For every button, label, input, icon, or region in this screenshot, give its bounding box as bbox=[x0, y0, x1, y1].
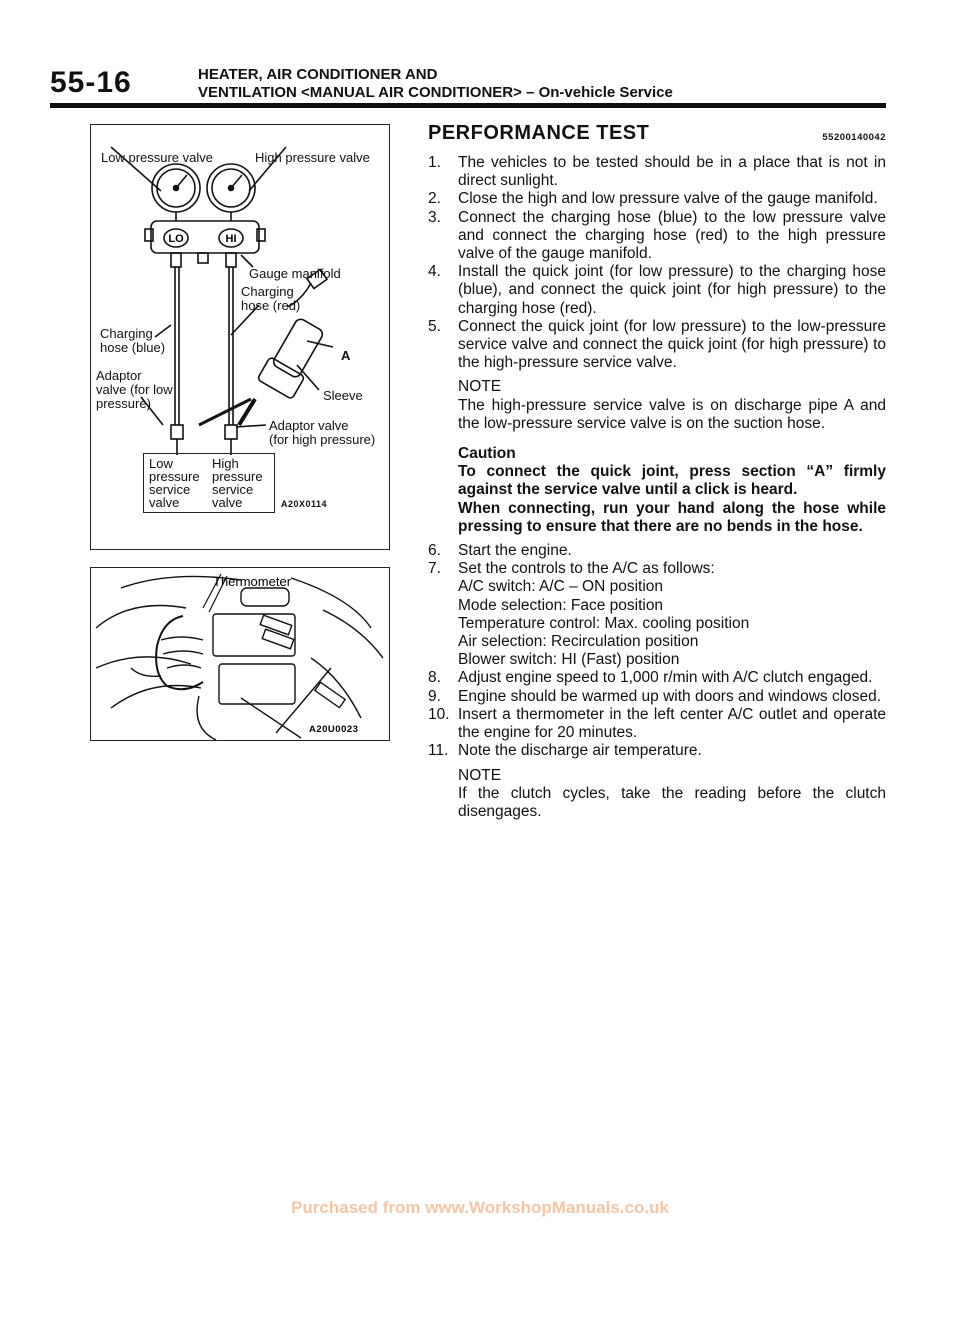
charging-hose-blue-label-1: Charging bbox=[100, 326, 153, 341]
header-title-line1: HEATER, AIR CONDITIONER AND bbox=[198, 66, 438, 83]
caution-text-2: When connecting, run your hand along the hose while pressing to ensure that there are no bends in the hose. bbox=[458, 499, 886, 535]
setting-line: Air selection: Recirculation position bbox=[458, 633, 699, 651]
list-item: 10. Insert a thermometer in the left center A/C outlet and operate the engine for 20 minutes. bbox=[428, 705, 886, 742]
list-item: 5. Connect the quick joint (for low pressure) to the low-pressure service valve and connect the quick joint (for high pressure) to the high-pressure service valve. bbox=[428, 317, 886, 372]
inset-low-2: pressure bbox=[149, 469, 200, 484]
charging-hose-red-label-2: hose (red) bbox=[241, 298, 301, 313]
list-item: 6. Start the engine. bbox=[428, 542, 572, 560]
service-valve-inset bbox=[143, 453, 275, 513]
inset-low-3: service bbox=[149, 482, 191, 497]
charging-hose-blue-label-2: hose (blue) bbox=[100, 340, 166, 355]
list-item: 4. Install the quick joint (for low pressure) to the charging hose (blue), and connect the quick joint (for high pressure) to the charging hose (red). bbox=[428, 263, 886, 317]
setting-line: A/C switch: A/C – ON position bbox=[458, 578, 664, 596]
list-item: 11. Note the discharge air temperature. bbox=[428, 742, 702, 760]
note-block-1 bbox=[428, 378, 886, 433]
adaptor-low-label-3: pressure) bbox=[96, 396, 151, 411]
note-text: If the clutch cycles, take the reading before the clutch disengages. bbox=[458, 784, 886, 820]
note-title: NOTE bbox=[458, 378, 502, 396]
page-number: 55-16 bbox=[50, 66, 132, 99]
inset-low-4: valve bbox=[149, 495, 180, 510]
dashboard-illustration bbox=[91, 568, 389, 740]
hi-badge-text: HI bbox=[225, 233, 237, 245]
low-pressure-valve-label: Low pressure valve bbox=[101, 150, 213, 165]
header-title-line2: VENTILATION <MANUAL AIR CONDITIONER> – On-vehicle Service bbox=[198, 84, 673, 101]
caution-text-1: To connect the quick joint, press section “A” firmly against the service valve until a click is heard. bbox=[458, 463, 886, 499]
section-code: 55200140042 bbox=[822, 132, 886, 143]
inset-high-2: pressure bbox=[212, 469, 263, 484]
adaptor-high-label-2: (for high pressure) bbox=[269, 432, 376, 447]
adaptor-low-label-1: Adaptor bbox=[96, 368, 142, 383]
steps-list bbox=[428, 154, 886, 821]
list-item: 9. Engine should be warmed up with doors and windows closed. bbox=[428, 687, 882, 705]
gauge-manifold-label: Gauge manifold bbox=[249, 266, 341, 281]
page-header bbox=[50, 62, 885, 104]
footer-watermark: Purchased from www.WorkshopManuals.co.uk bbox=[291, 1198, 669, 1217]
inset-high-3: service bbox=[212, 482, 254, 497]
adaptor-low-label-2: valve (for low bbox=[96, 382, 173, 397]
list-item: 8. Adjust engine speed to 1,000 r/min with A/C clutch engaged. bbox=[428, 669, 873, 687]
note-block-2 bbox=[428, 767, 886, 822]
label-a: A bbox=[341, 348, 351, 363]
charging-hose-red-label-1: Charging bbox=[241, 284, 294, 299]
gauge-manifold-figure bbox=[90, 124, 390, 550]
thermometer-label: Thermometer bbox=[213, 574, 292, 589]
list-item: 3. Connect the charging hose (blue) to the low pressure valve and connect the charging hose (red) to the high pressure valve of the gauge manifold. bbox=[428, 208, 886, 263]
setting-line: Blower switch: HI (Fast) position bbox=[458, 651, 680, 669]
lo-badge-text: LO bbox=[168, 233, 184, 245]
high-pressure-valve-label: High pressure valve bbox=[255, 150, 370, 165]
note-text: The high-pressure service valve is on discharge pipe A and the low-pressure service valve is on the suction hose. bbox=[458, 396, 886, 432]
inset-high-4: valve bbox=[212, 495, 243, 510]
thermometer-figure bbox=[90, 567, 390, 741]
setting-line: Temperature control: Max. cooling position bbox=[458, 614, 750, 632]
sleeve-label: Sleeve bbox=[323, 388, 363, 403]
figure1-code: A20X0114 bbox=[281, 499, 328, 509]
setting-line: Mode selection: Face position bbox=[458, 596, 664, 614]
list-item: 7. Set the controls to the A/C as follows: A/C switch: A/C – ON position Mode selection: Face position Temperature control: Max. cooling position Air selection: Recirculation position Blower switch: HI (Fast) position bbox=[428, 560, 886, 669]
list-item: 1. The vehicles to be tested should be in a place that is not in direct sunlight. bbox=[428, 154, 886, 190]
header-rule bbox=[50, 103, 886, 108]
caution-block bbox=[428, 445, 886, 536]
inset-low-1: Low bbox=[149, 456, 173, 471]
figure2-code: A20U0023 bbox=[309, 724, 359, 735]
performance-test-section bbox=[428, 122, 886, 820]
inset-high-1: High bbox=[212, 456, 239, 471]
caution-title: Caution bbox=[458, 445, 516, 463]
list-item: 2. Close the high and low pressure valve of the gauge manifold. bbox=[428, 190, 878, 208]
section-title: PERFORMANCE TEST bbox=[428, 122, 650, 144]
note-title: NOTE bbox=[458, 766, 502, 784]
adaptor-high-label-1: Adaptor valve bbox=[269, 418, 349, 433]
